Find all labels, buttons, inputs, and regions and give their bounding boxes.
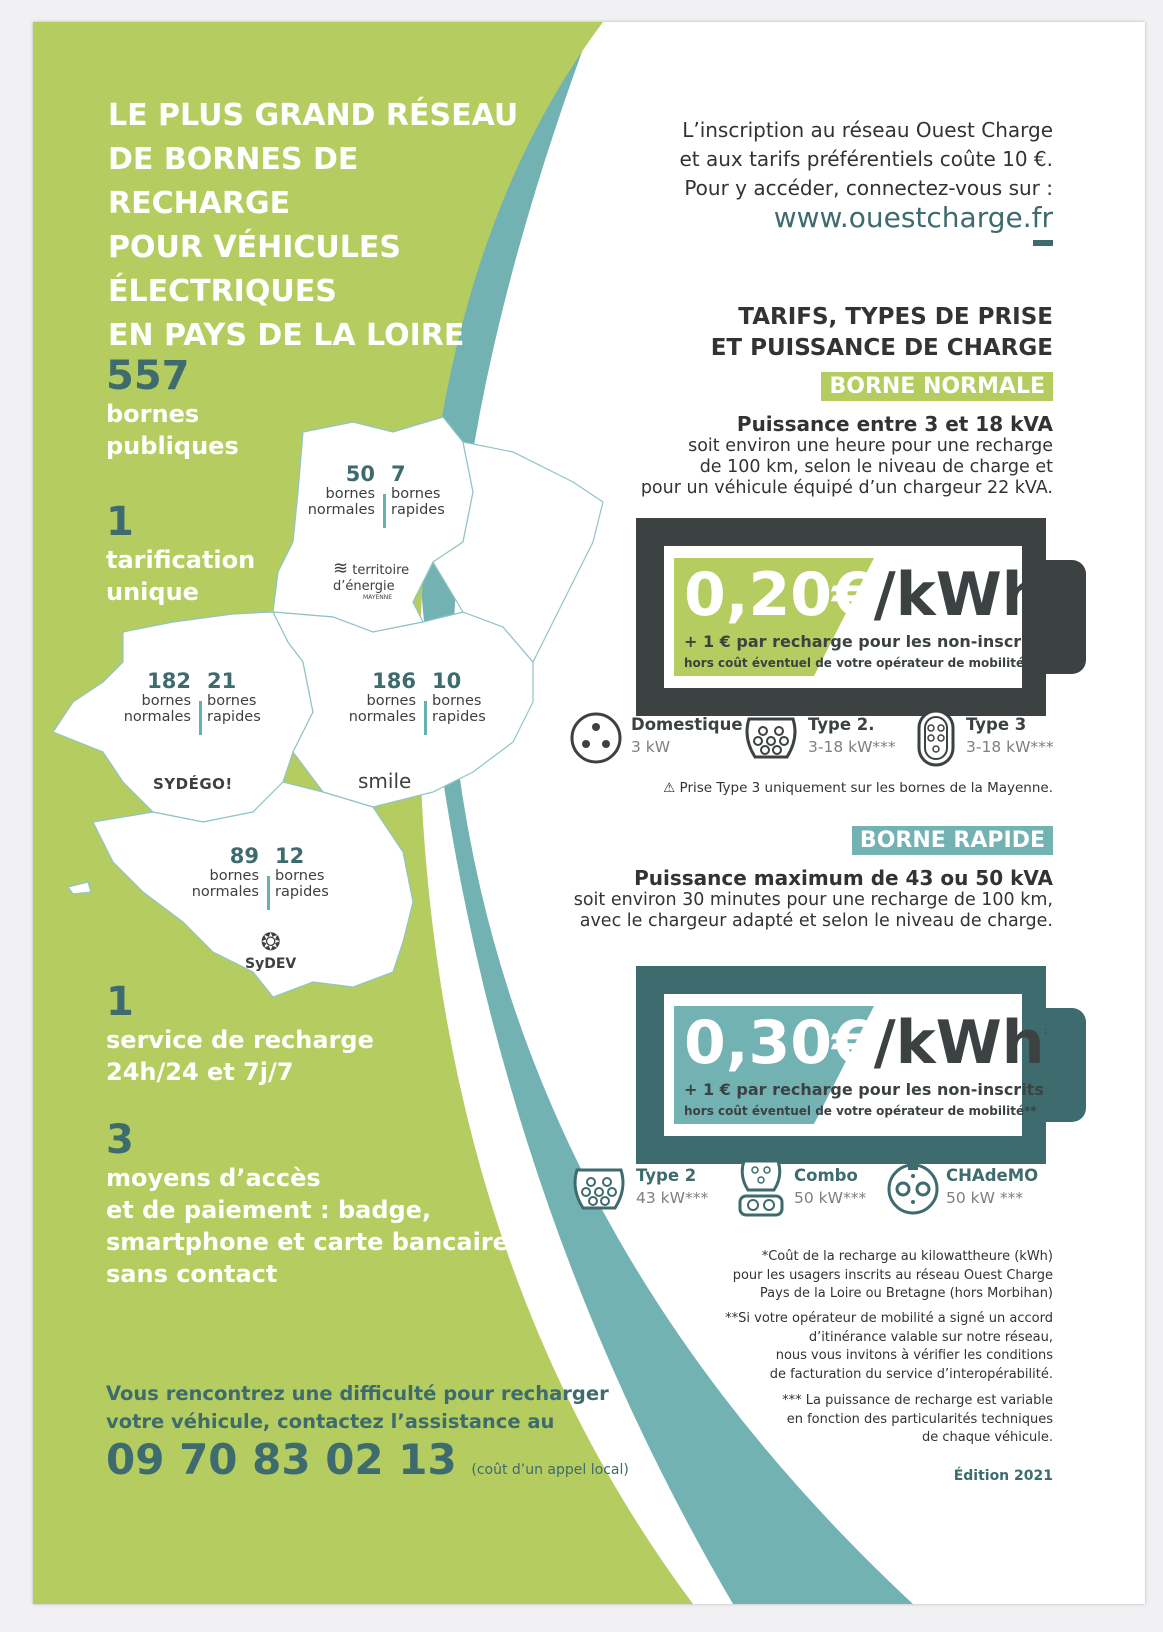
region-rapides-label: bornes rapides bbox=[391, 486, 445, 518]
desc-line: pour un véhicule équipé d’un chargeur 22 kVA. bbox=[640, 478, 1053, 498]
borne-rapide-description bbox=[574, 866, 1053, 932]
main-title bbox=[108, 94, 548, 358]
battery-terminal bbox=[1046, 560, 1086, 674]
accent-dash bbox=[1033, 240, 1053, 246]
region-rapides-count: 10 bbox=[432, 669, 462, 693]
region-normales-count: 182 bbox=[147, 669, 191, 693]
phone-note: (coût d’un appel local) bbox=[471, 1462, 629, 1478]
intro-line: et aux tarifs préférentiels coûte 10 €. bbox=[679, 147, 1053, 171]
battery-price-normale bbox=[636, 518, 1046, 716]
assistance-phone[interactable] bbox=[106, 1435, 629, 1484]
intro-line: Pour y accéder, connectez-vous sur : bbox=[684, 176, 1053, 200]
price-unit: /kWh bbox=[873, 560, 1045, 630]
tag-label: BORNE NORMALE bbox=[821, 372, 1053, 401]
sydev-logo: ❂ SyDEV bbox=[245, 928, 297, 972]
sydev-swirl-icon: ❂ bbox=[260, 928, 281, 956]
stat-number: 1 bbox=[106, 979, 134, 1025]
stat-bornes bbox=[106, 354, 239, 462]
stat-label: sans contact bbox=[106, 1260, 278, 1288]
stat-label: et de paiement : badge, bbox=[106, 1196, 432, 1224]
price-value: 0,20€ bbox=[684, 560, 874, 630]
warning-icon: ⚠ bbox=[663, 780, 676, 796]
region-normales-label: bornes normales bbox=[307, 486, 375, 518]
non-inscrits-fee: + 1 € par recharge pour les non-inscrits bbox=[684, 632, 1044, 651]
borne-normale-description bbox=[641, 412, 1053, 499]
edition-label: Édition 2021 bbox=[953, 1468, 1053, 1484]
battery-inner bbox=[664, 546, 1045, 688]
stat-moyens bbox=[106, 1118, 509, 1290]
title-line: POUR VÉHICULES bbox=[108, 230, 401, 265]
region-normales-count: 50 bbox=[345, 462, 375, 486]
stat-label: 24h/24 et 7j/7 bbox=[106, 1058, 294, 1086]
title-line: DE BORNES DE RECHARGE bbox=[108, 142, 359, 221]
region-rapides-count: 21 bbox=[207, 669, 237, 693]
region-rapides-label: bornes rapides bbox=[207, 693, 261, 725]
stat-label: publiques bbox=[106, 432, 239, 460]
region-rapides-count: 12 bbox=[275, 844, 305, 868]
power-title: Puissance maximum de 43 ou 50 kVA bbox=[634, 866, 1053, 890]
type2-plug-icon bbox=[569, 1162, 629, 1216]
stat-label: bornes bbox=[106, 400, 200, 428]
stat-label: smartphone et carte bancaire bbox=[106, 1228, 509, 1256]
title-line: LE PLUS GRAND RÉSEAU bbox=[108, 98, 519, 133]
leaflet-page: LE PLUS GRAND RÉSEAU DE BORNES DE RECHARGE POUR VÉHICULES ÉLECTRIQUES EN PAYS DE LA LOIRE 557 bornes publiques 1 tarification unique 1 service de recharge 24h/24 et 7j/7 3 moyens d’accès et de paiement : badge, smartphone et carte bancaire sans contact Vous rencontrez une difficulté pour recharger votre véhicule, contactez l’assistance au 09 70 83 02 13 (coût d’un appel local) 50 bornes normales 7 bornes rapides ≋ territoire d’énergie MAYENNE 182 bornes normales 21 bornes rapides SYDÉGO! 186 bornes normales 10 bornes rapides smile 89 bornes normales 12 bornes rapides ❂ SyDEV L’inscription au réseau Ouest Charge et aux tarifs préférentiels coûte 10 €. Pour y accéder, connectez-vous sur : www.ouestcharge.fr TARIFS, TYPES DE PRISE ET PUISSANCE DE CHARGE BORNE NORMALE Puissance entre 3 et 18 kVA soit environ une heure pour une recharge de 100 km, selon le niveau de charge et pour un véhicule équipé d’un chargeur 22 kVA. 0,20€/kWh + 1 € par recharge pour les non-inscrits hors coût éventuel de votre opérateur de mobilité** Domestique 3 kW Type 2. 3-18 kW*** Type 3 3-18 kW*** ⚠ Prise Type 3 uniquement sur les bornes de la Mayenne. BORNE RAPIDE Puissance maximum de 43 ou 50 kVA soit environ 30 minutes pour une recharge de 100 km, avec le chargeur adapté et selon le niveau de charge. 0,30€/kWh + 1 € par recharge pour les non-inscrits hors coût éventuel de votre opérateur de mobilité** Type 2 43 kW*** Combo 50 kW*** CHAdeMO 50 kW *** *Coût de la recharge au kilowattheure (kWh) pour les usagers inscrits au réseau Ouest Charge Pays de la Loire ou Bretagne (hors Morbihan) **Si votre opérateur de mobilité a signé un accord d’itinérance valable sur notre réseau, nous vous invitons à vérifier les conditions de facturation du service d’interopérabilité. *** La puissance de recharge est variable en fonction des particularités techniques de chaque véhicule. Édition 2021 bbox=[33, 22, 1145, 1604]
combo-plug-icon bbox=[736, 1158, 786, 1218]
stat-tarification bbox=[106, 500, 255, 608]
region-normales-label: bornes normales bbox=[123, 693, 191, 725]
desc-line: soit environ 30 minutes pour une recharge de 100 km, bbox=[573, 890, 1053, 910]
type3-plug-icon bbox=[916, 708, 956, 768]
stat-label: tarification bbox=[106, 546, 256, 574]
region-rapides-label: bornes rapides bbox=[275, 868, 329, 900]
battery-inner bbox=[664, 994, 1045, 1136]
assistance-line: votre véhicule, contactez l’assistance au bbox=[106, 1410, 555, 1433]
region-normales-label: bornes normales bbox=[348, 693, 416, 725]
desc-line: soit environ une heure pour une recharge bbox=[688, 436, 1053, 456]
region-normales-count: 186 bbox=[372, 669, 416, 693]
stat-label: service de recharge bbox=[106, 1026, 374, 1054]
price-display bbox=[684, 1008, 1054, 1078]
domestic-plug-icon bbox=[569, 711, 623, 765]
footnote-3: *** La puissance de recharge est variable en fonction des particularités techniques de chaque véhicule. bbox=[782, 1393, 1053, 1445]
desc-line: avec le chargeur adapté et selon le niveau de charge. bbox=[579, 911, 1053, 931]
operator-note: hors coût éventuel de votre opérateur de mobilité** bbox=[684, 1104, 1037, 1118]
territoire-energie-logo: ≋ territoire d’énergie MAYENNE bbox=[333, 558, 410, 601]
tag-label: BORNE RAPIDE bbox=[852, 826, 1053, 855]
warning-text: Prise Type 3 uniquement sur les bornes de la Mayenne. bbox=[679, 780, 1053, 796]
type2-plug-icon bbox=[741, 711, 801, 765]
battery-terminal bbox=[1046, 1008, 1086, 1122]
phone-number[interactable]: 09 70 83 02 13 bbox=[106, 1435, 457, 1484]
footnote-2: **Si votre opérateur de mobilité a signé un accord d’itinérance valable sur notre réseau, nous vous invitons à vérifier les conditions de facturation du service d’interopérabilité. bbox=[725, 1311, 1053, 1382]
region-normales-label: bornes normales bbox=[191, 868, 259, 900]
borne-normale-tag bbox=[821, 374, 1053, 399]
price-unit: /kWh bbox=[873, 1008, 1045, 1078]
region-separator bbox=[383, 494, 386, 528]
smile-logo: smile bbox=[358, 769, 412, 793]
region-rapides-count: 7 bbox=[391, 462, 406, 486]
intro-text bbox=[679, 116, 1053, 232]
desc-line: de 100 km, selon le niveau de charge et bbox=[699, 457, 1053, 477]
power-title: Puissance entre 3 et 18 kVA bbox=[736, 412, 1053, 436]
title-line: ÉLECTRIQUES bbox=[108, 274, 337, 309]
operator-note: hors coût éventuel de votre opérateur de mobilité** bbox=[684, 656, 1037, 670]
logo-swirl-icon: ≋ bbox=[333, 558, 349, 579]
stat-number: 3 bbox=[106, 1117, 134, 1163]
section-heading bbox=[711, 302, 1053, 364]
heading-line: TARIFS, TYPES DE PRISE bbox=[738, 304, 1053, 330]
intro-line: L’inscription au réseau Ouest Charge bbox=[682, 118, 1053, 142]
stat-number: 1 bbox=[106, 499, 134, 545]
stat-service bbox=[106, 980, 374, 1088]
borne-rapide-tag bbox=[852, 828, 1053, 853]
non-inscrits-fee: + 1 € par recharge pour les non-inscrits bbox=[684, 1080, 1044, 1099]
sydego-logo: SYDÉGO! bbox=[153, 775, 233, 793]
price-value: 0,30€ bbox=[684, 1008, 874, 1078]
type3-warning bbox=[663, 780, 1053, 796]
stat-number: 557 bbox=[106, 353, 190, 399]
region-normales-count: 89 bbox=[229, 844, 259, 868]
assistance-line: Vous rencontrez une difficulté pour recharger bbox=[106, 1382, 609, 1405]
region-separator bbox=[199, 701, 202, 735]
ouestcharge-link[interactable]: www.ouestcharge.fr bbox=[773, 201, 1053, 234]
assistance-text bbox=[106, 1380, 626, 1436]
battery-price-rapide bbox=[636, 966, 1046, 1164]
region-separator bbox=[267, 876, 270, 910]
heading-line: ET PUISSANCE DE CHARGE bbox=[710, 335, 1053, 361]
footnote-1: *Coût de la recharge au kilowattheure (kWh) pour les usagers inscrits au réseau Ouest Charge Pays de la Loire ou Bretagne (hors Morbihan) bbox=[732, 1249, 1053, 1301]
stat-label: moyens d’accès bbox=[106, 1164, 321, 1192]
region-rapides-label: bornes rapides bbox=[432, 693, 486, 725]
price-display bbox=[684, 560, 1054, 630]
chademo-plug-icon bbox=[886, 1162, 940, 1216]
region-separator bbox=[424, 701, 427, 735]
title-line: EN PAYS DE LA LOIRE bbox=[108, 318, 465, 353]
stat-label: unique bbox=[106, 578, 199, 606]
